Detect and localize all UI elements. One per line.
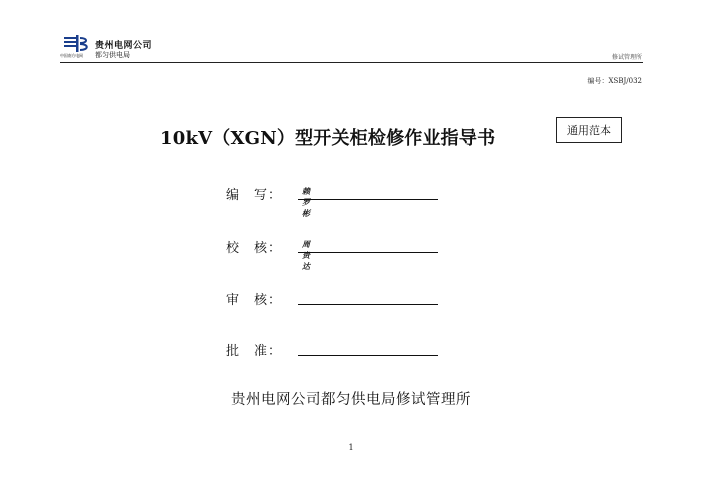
issuing-organization-text: 贵州电网公司都匀供电局修试管理所 — [231, 392, 471, 408]
document-number: 编号：XSBJ/032 — [587, 77, 642, 85]
signature-line — [298, 252, 438, 253]
template-badge: 通用范本 — [556, 117, 622, 143]
signature: 周贵达 — [302, 240, 312, 271]
page-number: 1 — [348, 443, 354, 452]
department-name: 修试管理所 — [611, 54, 642, 61]
company-group-name: 中国南方电网 — [60, 53, 83, 58]
csg-logo-icon — [62, 34, 92, 54]
header-divider — [60, 62, 643, 63]
company-subunit: 都匀供电局 — [95, 51, 130, 59]
company-name: 贵州电网公司 — [95, 41, 153, 51]
issuing-organization — [0, 388, 702, 409]
sign-row-label: 编 写： — [226, 188, 283, 203]
sign-row-label: 校 核： — [226, 241, 283, 256]
sign-row-label: 审 核： — [226, 293, 283, 308]
signature-line — [298, 304, 438, 305]
signature-line — [298, 199, 438, 200]
sign-row-label: 批 准： — [226, 344, 283, 359]
signature: 赖罗彬 — [302, 187, 312, 218]
signature-line — [298, 355, 438, 356]
document-title: 10kV（XGN）型开关柜检修作业指导书 — [160, 128, 496, 149]
